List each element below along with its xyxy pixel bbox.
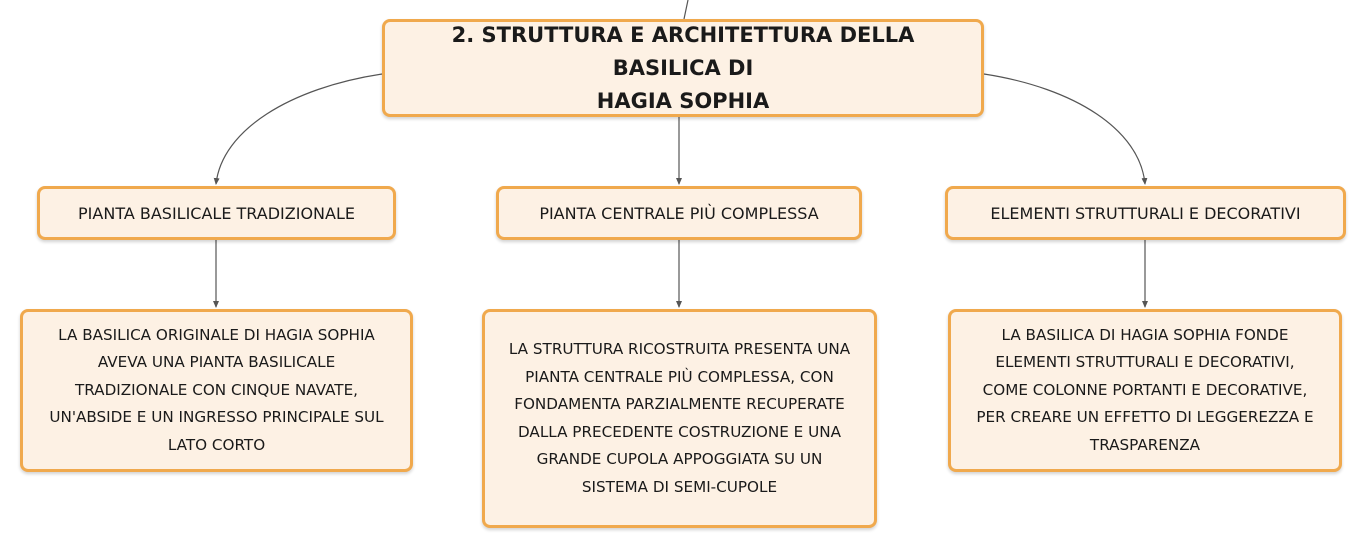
detail-line: PIANTA CENTRALE PIÙ COMPLESSA, CON [525, 367, 834, 386]
topic-label: PIANTA BASILICALE TRADIZIONALE [78, 203, 355, 223]
detail-line: SISTEMA DI SEMI-CUPOLE [581, 477, 778, 496]
topic-label: ELEMENTI STRUTTURALI E DECORATIVI [990, 203, 1301, 223]
root-title-line-2: HAGIA SOPHIA [596, 88, 770, 113]
connector-root-to-topic-1 [216, 74, 382, 184]
detail-line: LA BASILICA DI HAGIA SOPHIA FONDE [1001, 325, 1289, 344]
connector-root-to-topic-3 [984, 74, 1145, 184]
detail-line: LATO CORTO [167, 435, 266, 454]
detail-line: TRADIZIONALE CON CINQUE NAVATE, [74, 380, 359, 399]
detail-text [509, 336, 850, 501]
detail-text [976, 322, 1313, 460]
detail-line: UN'ABSIDE E UN INGRESSO PRINCIPALE SUL [49, 408, 384, 427]
detail-line: AVEVA UNA PIANTA BASILICALE [97, 353, 336, 372]
root-title-line-1: 2. STRUTTURA E ARCHITETTURA DELLA BASILICA DI [451, 22, 915, 80]
detail-node-pianta-centrale[interactable] [482, 309, 877, 528]
connector-parent-to-root [684, 0, 688, 19]
detail-line: GRANDE CUPOLA APPOGGIATA SU UN [536, 450, 823, 468]
root-node[interactable] [382, 19, 984, 117]
detail-node-pianta-basilicale[interactable] [20, 309, 413, 472]
detail-line: COME COLONNE PORTANTI E DECORATIVE, [982, 380, 1308, 399]
topic-node-elementi-strutturali[interactable] [945, 186, 1346, 240]
detail-line: LA BASILICA ORIGINALE DI HAGIA SOPHIA [58, 325, 375, 344]
detail-line: FONDAMENTA PARZIALMENTE RECUPERATE [514, 395, 845, 413]
detail-line: DALLA PRECEDENTE COSTRUZIONE E UNA [518, 422, 841, 441]
root-title [395, 19, 971, 118]
topic-label: PIANTA CENTRALE PIÙ COMPLESSA [539, 203, 819, 223]
detail-line: PER CREARE UN EFFETTO DI LEGGEREZZA E [976, 408, 1314, 427]
detail-node-elementi-strutturali[interactable] [948, 309, 1342, 472]
detail-line: LA STRUTTURA RICOSTRUITA PRESENTA UNA [508, 340, 851, 358]
detail-line: TRASPARENZA [1089, 435, 1201, 454]
topic-node-pianta-basilicale[interactable] [37, 186, 396, 240]
detail-line: ELEMENTI STRUTTURALI E DECORATIVI, [995, 353, 1295, 372]
topic-node-pianta-centrale[interactable] [496, 186, 862, 240]
detail-text [49, 322, 383, 460]
